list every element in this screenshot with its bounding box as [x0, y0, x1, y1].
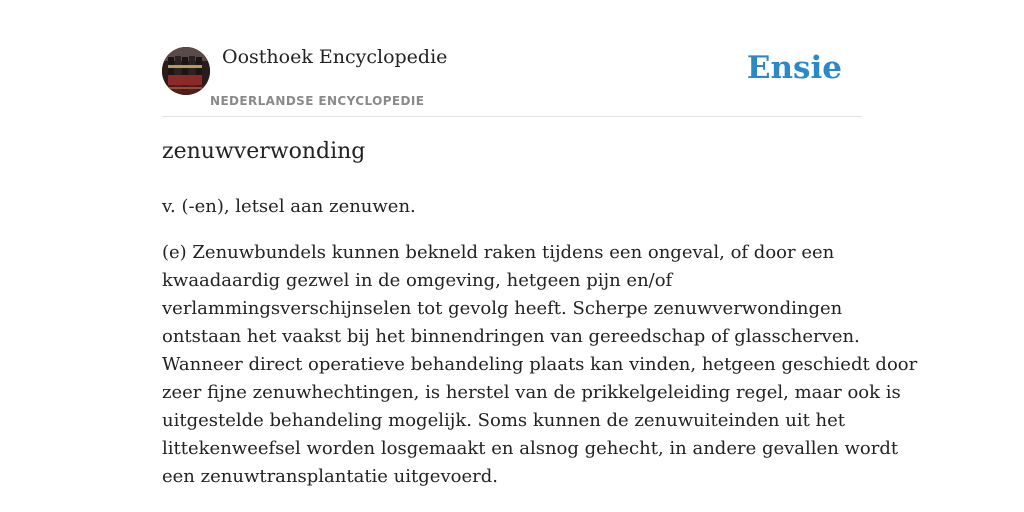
body-line: zeer fijne zenuwhechtingen, is herstel van de prikkelgeleiding regel, maar ook is: [162, 382, 901, 403]
body-line: ontstaan het vaakst bij het binnendringen van gereedschap of glasscherven.: [162, 326, 860, 347]
body-line: littekenweefsel worden losgemaakt en alsnog gehecht, in andere gevallen wordt: [162, 438, 899, 459]
entry-body: [162, 239, 918, 491]
brand-logo-link[interactable]: Ensie: [746, 50, 842, 86]
page: [162, 0, 918, 487]
entry-title: zenuwverwonding: [162, 139, 366, 164]
body-line: kwaadaardig gezwel in de omgeving, hetgeen pijn en/of: [162, 270, 673, 291]
site-header: [162, 0, 862, 117]
body-line: uitgestelde behandeling mogelijk. Soms kunnen de zenuwuiteinden uit het: [162, 410, 846, 431]
site-subtitle: NEDERLANDSE ENCYCLOPEDIE: [210, 94, 425, 108]
entry-definition: v. (-en), letsel aan zenuwen.: [162, 196, 416, 217]
site-title[interactable]: Oosthoek Encyclopedie: [222, 46, 448, 68]
body-line: Wanneer direct operatieve behandeling plaats kan vinden, hetgeen geschiedt door: [162, 354, 918, 375]
encyclopedia-books-icon[interactable]: [162, 47, 210, 95]
body-line: verlammingsverschijnselen tot gevolg heeft. Scherpe zenuwverwondingen: [162, 298, 843, 319]
body-line: een zenuwtransplantatie uitgevoerd.: [162, 466, 498, 487]
body-line: (e) Zenuwbundels kunnen bekneld raken tijdens een ongeval, of door een: [162, 242, 835, 263]
